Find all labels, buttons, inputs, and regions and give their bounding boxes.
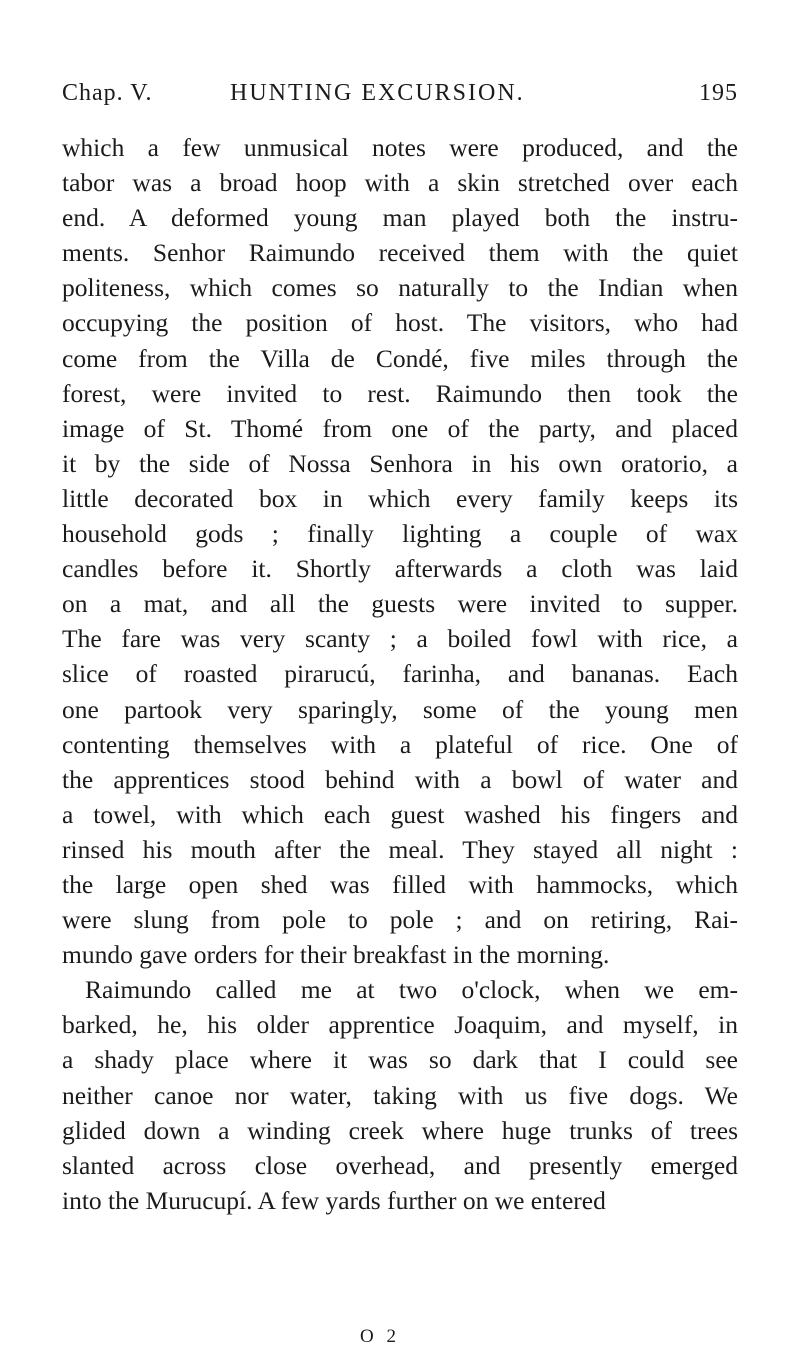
page-number: 195	[699, 80, 738, 106]
running-head	[62, 80, 738, 114]
text-line: which a few unmusical notes were produced, and the	[62, 133, 738, 162]
text-line: neither canoe nor water, taking with us five dogs. We	[62, 1080, 738, 1110]
text-line: slice of roasted pirarucú, farinha, and bananas. Each	[62, 659, 738, 689]
text-line: politeness, which comes so naturally to the Indian when	[62, 273, 738, 303]
body-text	[62, 130, 738, 1218]
chapter-title: HUNTING EXCURSION.	[230, 80, 525, 106]
text-line: barked, he, his older apprentice Joaquim, and myself, in	[62, 1010, 738, 1040]
text-line: The fare was very scanty ; a boiled fowl with rice, a	[62, 624, 738, 654]
text-line: the large open shed was filled with hammocks, which	[62, 869, 738, 899]
text-line: it by the side of Nossa Senhora in his own oratorio, a	[62, 448, 738, 478]
signature-mark: O 2	[360, 1326, 400, 1347]
chapter-label: Chap. V.	[62, 80, 153, 106]
text-line: candles before it. Shortly afterwards a cloth was laid	[62, 554, 738, 584]
text-line: the apprentices stood behind with a bowl of water and	[62, 764, 738, 794]
text-line: were slung from pole to pole ; and on retiring, Rai-	[62, 905, 738, 935]
text-line: into the Murucupí. A few yards further on we entered	[62, 1185, 606, 1215]
text-line: forest, were invited to rest. Raimundo then took the	[62, 378, 738, 408]
text-line: on a mat, and all the guests were invited to supper.	[62, 589, 738, 619]
text-line: glided down a winding creek where huge trunks of trees	[62, 1115, 738, 1145]
text-line: slanted across close overhead, and presently emerged	[62, 1150, 738, 1180]
text-line: tabor was a broad hoop with a skin stretched over each	[62, 168, 738, 198]
text-line: household gods ; finally lighting a couple of wax	[62, 519, 738, 549]
text-line: rinsed his mouth after the meal. They stayed all night :	[62, 834, 738, 864]
text-line: come from the Villa de Condé, five miles through the	[62, 343, 738, 373]
text-line: mundo gave orders for their breakfast in the morning.	[62, 940, 610, 970]
text-line: one partook very sparingly, some of the young men	[62, 694, 738, 724]
text-line: end. A deformed young man played both the instru-	[62, 203, 738, 233]
text-line: a shady place where it was so dark that I could see	[62, 1045, 738, 1075]
text-line: occupying the position of host. The visitors, who had	[62, 308, 738, 338]
text-line: a towel, with which each guest washed his fingers and	[62, 799, 738, 829]
text-line: little decorated box in which every family keeps its	[62, 483, 738, 513]
text-line: contenting themselves with a plateful of rice. One of	[62, 729, 738, 759]
text-line: image of St. Thomé from one of the party, and placed	[62, 413, 738, 443]
text-line: Raimundo called me at two o'clock, when we em-	[85, 975, 738, 1005]
text-line: ments. Senhor Raimundo received them with the quiet	[62, 238, 738, 268]
